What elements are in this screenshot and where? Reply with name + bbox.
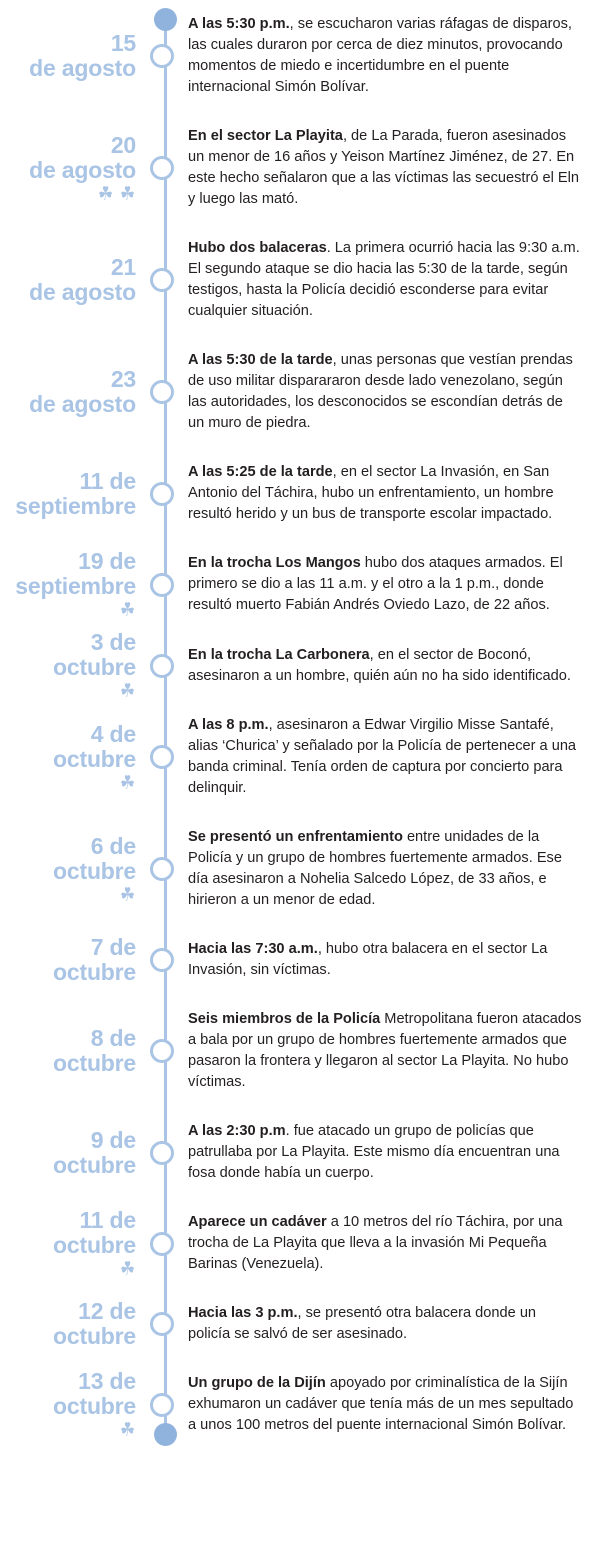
- event-date-line: octubre: [53, 857, 136, 884]
- event-description: [188, 238, 582, 322]
- event-date-line: 12 de: [78, 1298, 136, 1324]
- event-body: , en el sector La Invasión, en San Antonio del Táchira, hubo un enfrentamiento, un hombre resultó herido y un bus de transporte escolar impactado.: [188, 464, 554, 522]
- event-lead: Hubo dos balaceras: [188, 240, 327, 256]
- event-date: [0, 630, 150, 701]
- event-date-line: septiembre: [15, 492, 136, 519]
- event-node-column: [150, 925, 182, 995]
- event-date-line: 19 de: [78, 548, 136, 574]
- event-node-column: [150, 1107, 182, 1198]
- event-description: [188, 1212, 582, 1275]
- event-text-column: [182, 1289, 600, 1359]
- event-date-line: octubre: [53, 654, 136, 680]
- event-text-column: [182, 701, 600, 813]
- event-date: [0, 112, 150, 224]
- timeline-event: [0, 925, 600, 995]
- timeline-event: [0, 0, 600, 112]
- event-description: [188, 126, 582, 210]
- event-date: [0, 448, 150, 539]
- event-date: [0, 539, 150, 630]
- timeline-start-dot: [154, 8, 177, 31]
- timeline-event: [0, 539, 600, 630]
- timeline-event: [0, 813, 600, 925]
- event-text-column: [182, 1198, 600, 1289]
- timeline-node-circle: [150, 1232, 174, 1256]
- event-date-line: 8 de: [90, 1025, 136, 1051]
- event-node-column: [150, 1289, 182, 1359]
- event-date: [0, 1107, 150, 1198]
- timeline-event: [0, 336, 600, 448]
- event-node-column: [150, 1198, 182, 1289]
- event-lead: Seis miembros de la Policía: [188, 1011, 381, 1027]
- timeline-node-circle: [150, 44, 174, 68]
- event-description: [188, 1121, 582, 1184]
- event-date-line: 6 de: [90, 832, 136, 859]
- event-date: [0, 224, 150, 336]
- event-lead: A las 5:25 de la tarde: [188, 464, 333, 480]
- event-lead: Un grupo de la Dijín: [188, 1375, 326, 1391]
- victim-ribbons: [119, 1421, 136, 1440]
- event-body: , de La Parada, fueron asesinados un menor de 16 años y Yeison Martínez Jiménez, de 27. En este hecho señalaron que a las víctimas las secuestró el Eln y luego las mató.: [188, 128, 580, 207]
- event-date: [0, 995, 150, 1107]
- event-body: apoyado por criminalística de la Sijín exhumaron un cadáver que tenía más de un mes sepultado a unos 100 metros del puente internacional Simón Bolívar.: [188, 1375, 574, 1433]
- victim-ribbons: [119, 774, 136, 793]
- timeline-node-circle: [150, 745, 174, 769]
- event-node-column: [150, 112, 182, 224]
- event-date-line: 9 de: [90, 1126, 136, 1153]
- timeline-node-circle: [150, 1312, 174, 1336]
- event-text-column: [182, 925, 600, 995]
- event-node-column: [150, 448, 182, 539]
- event-text-column: [182, 112, 600, 224]
- timeline-event: [0, 1359, 600, 1450]
- event-text-column: [182, 448, 600, 539]
- event-date-line: 15: [110, 30, 136, 56]
- event-lead: A las 8 p.m.: [188, 717, 269, 733]
- event-node-column: [150, 539, 182, 630]
- event-body: entre unidades de la Policía y un grupo de hombres fuertemente armados. Ese día asesinaron a Nohelia Salcedo López, de 33 años, e hirieron a un menor de edad.: [188, 829, 562, 908]
- event-body: , asesinaron a Edwar Virgilio Misse Santafé, alias ‘Churica’ y señalado por la Policía de pertenecer a una banda criminal. Tenía orden de captura por concierto para delinquir.: [188, 717, 577, 796]
- ribbon-icon: ☘: [119, 1259, 136, 1280]
- event-lead: Hacia las 3 p.m.: [188, 1305, 298, 1321]
- event-lead: En el sector La Playita: [188, 128, 343, 144]
- victim-ribbons: [119, 601, 136, 620]
- event-date-line: septiembre: [15, 573, 136, 599]
- event-description: [188, 1373, 582, 1436]
- event-lead: Hacia las 7:30 a.m.: [188, 941, 318, 957]
- victim-ribbons: [119, 886, 136, 905]
- event-description: [188, 715, 582, 799]
- event-date: [0, 701, 150, 813]
- event-lead: A las 5:30 de la tarde: [188, 352, 333, 368]
- event-node-column: [150, 813, 182, 925]
- event-description: [188, 827, 582, 911]
- event-body: , unas personas que vestían prendas de uso militar disparararon desde lado venezolano, según las autoridades, los desconocidos se escondían detrás de un muro de piedra.: [188, 352, 573, 431]
- victim-ribbons: [97, 185, 136, 204]
- timeline-event: [0, 448, 600, 539]
- event-date-line: octubre: [53, 745, 136, 772]
- event-date-line: 3 de: [90, 629, 136, 655]
- event-date-line: octubre: [53, 1151, 136, 1178]
- timeline-event: [0, 1198, 600, 1289]
- event-body: . fue atacado un grupo de policías que patrullaba por La Playita. Este mismo día encuentran una fosa donde había un cuerpo.: [188, 1123, 560, 1181]
- ribbon-icon: ☘: [119, 600, 136, 621]
- timeline-node-circle: [150, 1393, 174, 1417]
- event-description: [188, 350, 582, 434]
- event-body: . La primera ocurrió hacia las 9:30 a.m. El segundo ataque se dio hacia las 5:30 de la tarde, según testigos, hasta la Policía decidió esconderse para evitar cualquier situación.: [188, 240, 580, 319]
- event-date: [0, 0, 150, 112]
- event-text-column: [182, 813, 600, 925]
- ribbon-icon: ☘: [119, 884, 136, 906]
- event-description: [188, 645, 582, 687]
- event-date-line: 13 de: [78, 1368, 136, 1394]
- event-body: , se escucharon varias ráfagas de disparos, las cuales duraron por cerca de diez minutos, provocando momentos de miedo e incertidumbre en el puente internacional Simón Bolívar.: [188, 16, 572, 95]
- ribbon-icon: ☘: [119, 681, 136, 702]
- event-node-column: [150, 224, 182, 336]
- event-node-column: [150, 701, 182, 813]
- event-body: Metropolitana fueron atacados a bala por un grupo de hombres fuertemente armados que pasaron la frontera y llegaron al sector La Playita. No hubo víctimas.: [188, 1011, 582, 1090]
- event-text-column: [182, 1107, 600, 1198]
- event-text-column: [182, 539, 600, 630]
- event-date: [0, 813, 150, 925]
- event-body: , en el sector de Boconó, asesinaron a un hombre, quién aún no ha sido identificado.: [188, 646, 571, 684]
- event-description: [188, 1009, 582, 1093]
- event-date-line: de agosto: [29, 55, 136, 81]
- event-date: [0, 925, 150, 995]
- event-node-column: [150, 630, 182, 701]
- event-date-line: octubre: [53, 1393, 136, 1419]
- timeline-node-circle: [150, 573, 174, 597]
- event-date-line: octubre: [53, 1323, 136, 1349]
- timeline-event: [0, 630, 600, 701]
- event-date-line: 21: [110, 254, 136, 280]
- timeline-node-circle: [150, 268, 174, 292]
- timeline-node-circle: [150, 654, 174, 678]
- event-description: [188, 553, 582, 616]
- event-lead: En la trocha Los Mangos: [188, 555, 361, 571]
- event-date: [0, 336, 150, 448]
- event-date-line: 11 de: [79, 467, 136, 494]
- timeline-event: [0, 1289, 600, 1359]
- event-body: hubo dos ataques armados. El primero se dio a las 11 a.m. y el otro a la 1 p.m., donde resultó muerto Fabián Andrés Oviedo Lazo, de 22 años.: [188, 555, 563, 613]
- timeline-node-circle: [150, 482, 174, 506]
- event-body: , hubo otra balacera en el sector La Invasión, sin víctimas.: [188, 941, 548, 978]
- event-node-column: [150, 336, 182, 448]
- event-lead: Aparece un cadáver: [188, 1214, 327, 1230]
- event-date: [0, 1198, 150, 1289]
- event-text-column: [182, 630, 600, 701]
- ribbon-icon: ☘: [119, 772, 136, 794]
- timeline-event: [0, 701, 600, 813]
- event-date-line: de agosto: [29, 156, 136, 183]
- ribbon-icon: ☘: [119, 1420, 136, 1441]
- event-description: [188, 1303, 582, 1345]
- timeline-event: [0, 112, 600, 224]
- event-date-line: octubre: [53, 1232, 136, 1258]
- event-date: [0, 1289, 150, 1359]
- event-body: , se presentó otra balacera donde un policía se salvó de ser asesinado.: [188, 1305, 537, 1342]
- timeline-node-circle: [150, 948, 174, 972]
- event-date-line: 23: [110, 366, 136, 392]
- event-date-line: 4 de: [90, 720, 136, 747]
- ribbon-icon: ☘: [119, 183, 136, 205]
- timeline-node-circle: [150, 857, 174, 881]
- event-text-column: [182, 1359, 600, 1450]
- event-node-column: [150, 995, 182, 1107]
- event-date-line: de agosto: [29, 391, 136, 417]
- timeline-end-dot: [154, 1423, 177, 1446]
- event-description: [188, 462, 582, 525]
- event-date-line: de agosto: [29, 279, 136, 305]
- timeline-node-circle: [150, 380, 174, 404]
- timeline-event: [0, 1107, 600, 1198]
- timeline-event: [0, 224, 600, 336]
- victim-ribbons: [119, 682, 136, 701]
- event-lead: A las 2:30 p.m: [188, 1123, 286, 1139]
- event-date: [0, 1359, 150, 1450]
- event-date-line: octubre: [53, 959, 136, 985]
- victim-ribbons: [119, 1260, 136, 1279]
- event-body: a 10 metros del río Táchira, por una trocha de La Playita que lleva a la invasión Mi Pequeña Barinas (Venezuela).: [188, 1214, 563, 1272]
- timeline-node-circle: [150, 1141, 174, 1165]
- timeline-event: [0, 995, 600, 1107]
- ribbon-icon: ☘: [97, 183, 114, 205]
- event-text-column: [182, 0, 600, 112]
- event-text-column: [182, 336, 600, 448]
- event-lead: A las 5:30 p.m.: [188, 16, 290, 32]
- event-description: [188, 14, 582, 98]
- event-description: [188, 939, 582, 981]
- event-text-column: [182, 995, 600, 1107]
- event-date-line: 7 de: [90, 934, 136, 960]
- timeline-node-circle: [150, 156, 174, 180]
- event-date-line: 20: [110, 131, 136, 158]
- event-date-line: octubre: [53, 1050, 136, 1076]
- event-lead: Se presentó un enfrentamiento: [188, 829, 403, 845]
- event-text-column: [182, 224, 600, 336]
- timeline-node-circle: [150, 1039, 174, 1063]
- event-lead: En la trocha La Carbonera: [188, 646, 370, 663]
- event-date-line: 11 de: [79, 1207, 136, 1233]
